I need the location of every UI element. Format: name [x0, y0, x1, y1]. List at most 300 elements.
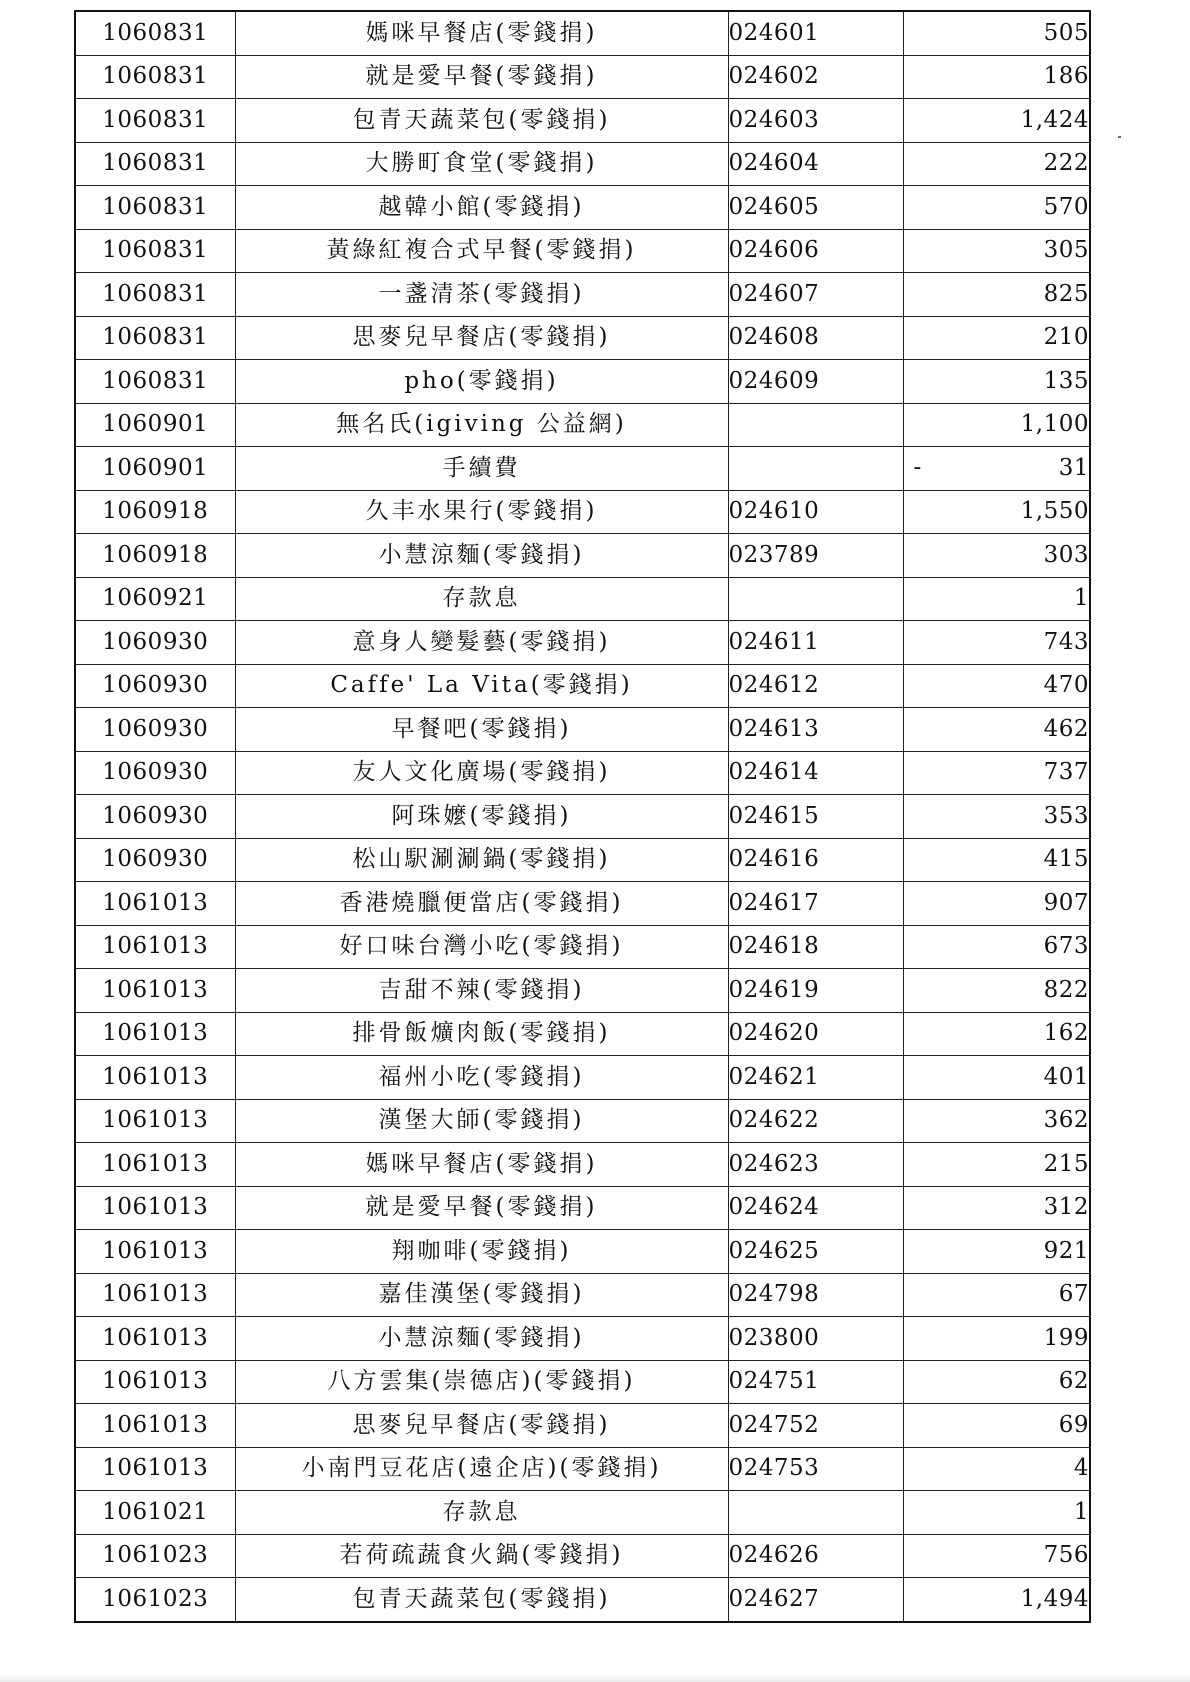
receipt-number-cell — [728, 1186, 903, 1230]
date-cell — [75, 1404, 235, 1448]
amount-cell — [903, 1012, 1090, 1056]
receipt-number-cell-text: 024798 — [728, 1281, 820, 1308]
description-cell-text: 嘉佳漢堡(零錢捐) — [378, 1281, 585, 1308]
receipt-number-cell — [728, 577, 903, 621]
receipt-number-cell-text: 023800 — [728, 1324, 820, 1351]
description-cell-text: 大勝町食堂(零錢捐) — [365, 150, 598, 177]
date-cell — [75, 795, 235, 839]
receipt-number-cell-text: 024751 — [728, 1368, 820, 1395]
receipt-number-cell — [728, 795, 903, 839]
table-row — [75, 360, 1090, 404]
date-cell-text: 1061013 — [102, 1020, 209, 1047]
date-cell-text: 1060831 — [102, 19, 209, 46]
date-cell — [75, 1447, 235, 1491]
table-row — [75, 795, 1090, 839]
table-row — [75, 838, 1090, 882]
date-cell — [75, 1186, 235, 1230]
receipt-number-cell-text: 024626 — [728, 1542, 820, 1569]
receipt-number-cell — [728, 403, 903, 447]
table-row — [75, 664, 1090, 708]
date-cell — [75, 1012, 235, 1056]
receipt-number-cell-text: 024621 — [728, 1063, 820, 1090]
amount-cell — [903, 1404, 1090, 1448]
amount-cell-text: 1 — [1073, 1498, 1089, 1525]
receipt-number-cell — [728, 490, 903, 534]
description-cell — [235, 1186, 728, 1230]
amount-cell-text: 1,550 — [1020, 498, 1089, 525]
receipt-number-cell — [728, 447, 903, 491]
description-cell — [235, 1099, 728, 1143]
date-cell-text: 1060901 — [102, 411, 209, 438]
date-cell — [75, 1360, 235, 1404]
description-cell — [235, 447, 728, 491]
description-cell-text: 黃綠紅複合式早餐(零錢捐) — [326, 237, 637, 264]
table-row — [75, 273, 1090, 317]
table-row — [75, 1099, 1090, 1143]
date-cell — [75, 882, 235, 926]
description-cell — [235, 99, 728, 143]
receipt-number-cell-text: 024627 — [728, 1585, 820, 1612]
receipt-number-cell — [728, 1404, 903, 1448]
description-cell — [235, 1012, 728, 1056]
amount-cell-text: 199 — [1043, 1324, 1089, 1351]
amount-cell — [903, 1360, 1090, 1404]
date-cell — [75, 534, 235, 578]
date-cell — [75, 1099, 235, 1143]
receipt-number-cell — [728, 229, 903, 273]
amount-cell — [903, 621, 1090, 665]
date-cell — [75, 1273, 235, 1317]
description-cell-text: 意身人變髮藝(零錢捐) — [352, 628, 611, 655]
description-cell — [235, 360, 728, 404]
receipt-number-cell-text: 024619 — [728, 976, 820, 1003]
amount-cell — [903, 838, 1090, 882]
receipt-number-cell-text: 024623 — [728, 1150, 820, 1177]
amount-cell — [903, 1056, 1090, 1100]
receipt-number-cell — [728, 664, 903, 708]
date-cell — [75, 1143, 235, 1187]
date-cell-text: 1061013 — [102, 1237, 209, 1264]
table-row — [75, 1534, 1090, 1578]
date-cell — [75, 447, 235, 491]
table-row — [75, 708, 1090, 752]
donation-ledger-table — [74, 10, 1091, 1623]
date-cell — [75, 360, 235, 404]
table-row — [75, 577, 1090, 621]
receipt-number-cell — [728, 55, 903, 99]
description-cell — [235, 925, 728, 969]
receipt-number-cell — [728, 1491, 903, 1535]
receipt-number-cell-text: 024617 — [728, 889, 820, 916]
receipt-number-cell — [728, 708, 903, 752]
date-cell — [75, 1534, 235, 1578]
description-cell — [235, 882, 728, 926]
date-cell-text: 1061013 — [102, 1281, 209, 1308]
description-cell-text: 手續費 — [442, 454, 521, 481]
description-cell — [235, 186, 728, 230]
description-cell — [235, 751, 728, 795]
description-cell — [235, 1578, 728, 1622]
receipt-number-cell — [728, 1273, 903, 1317]
receipt-number-cell-text: 024603 — [728, 106, 820, 133]
description-cell-text: 翔咖啡(零錢捐) — [391, 1237, 572, 1264]
amount-cell-text: 737 — [1043, 759, 1089, 786]
amount-cell-text: 1,100 — [1020, 411, 1089, 438]
date-cell-text: 1061013 — [102, 1368, 209, 1395]
amount-cell — [903, 1186, 1090, 1230]
description-cell — [235, 229, 728, 273]
amount-cell-text: 210 — [1043, 324, 1089, 351]
description-cell-text: 包青天蔬菜包(零錢捐) — [352, 1585, 611, 1612]
date-cell — [75, 273, 235, 317]
amount-cell — [903, 403, 1090, 447]
amount-cell — [903, 490, 1090, 534]
amount-cell — [903, 882, 1090, 926]
date-cell-text: 1060930 — [102, 628, 209, 655]
description-cell — [235, 1230, 728, 1274]
date-cell — [75, 969, 235, 1013]
description-cell-text: 早餐吧(零錢捐) — [391, 715, 572, 742]
description-cell-text: 小慧涼麵(零錢捐) — [378, 541, 585, 568]
description-cell-text: 小南門豆花店(遠企店)(零錢捐) — [301, 1455, 662, 1482]
table-row — [75, 1056, 1090, 1100]
receipt-number-cell — [728, 1056, 903, 1100]
table-row — [75, 229, 1090, 273]
description-cell-text: pho(零錢捐) — [404, 367, 559, 394]
description-cell — [235, 621, 728, 665]
date-cell — [75, 11, 235, 55]
amount-cell — [903, 1143, 1090, 1187]
receipt-number-cell — [728, 1578, 903, 1622]
date-cell-text: 1061023 — [102, 1542, 209, 1569]
amount-cell-text: 921 — [1043, 1237, 1089, 1264]
receipt-number-cell — [728, 882, 903, 926]
description-cell — [235, 1273, 728, 1317]
amount-cell-text: 305 — [1043, 237, 1089, 264]
date-cell-text: 1060831 — [102, 367, 209, 394]
amount-cell — [903, 1099, 1090, 1143]
date-cell-text: 1060930 — [102, 846, 209, 873]
date-cell-text: 1061023 — [102, 1585, 209, 1612]
description-cell-text: 松山駅涮涮鍋(零錢捐) — [352, 846, 611, 873]
description-cell — [235, 1491, 728, 1535]
date-cell-text: 1060921 — [102, 585, 209, 612]
amount-cell-text: 570 — [1043, 193, 1089, 220]
description-cell — [235, 55, 728, 99]
date-cell-text: 1061013 — [102, 976, 209, 1003]
description-cell-text: Caffe' La Vita(零錢捐) — [330, 672, 633, 699]
amount-cell — [903, 229, 1090, 273]
date-cell-text: 1060901 — [102, 454, 209, 481]
scan-bottom-edge — [0, 1674, 1190, 1682]
date-cell-text: 1060918 — [102, 498, 209, 525]
description-cell-text: 福州小吃(零錢捐) — [378, 1063, 585, 1090]
amount-cell-text: 401 — [1043, 1063, 1089, 1090]
amount-cell — [903, 925, 1090, 969]
description-cell-text: 媽咪早餐店(零錢捐) — [365, 19, 598, 46]
amount-cell-text: 162 — [1043, 1020, 1089, 1047]
amount-cell — [903, 186, 1090, 230]
date-cell-text: 1060918 — [102, 541, 209, 568]
description-cell-text: 思麥兒早餐店(零錢捐) — [352, 324, 611, 351]
date-cell-text: 1060831 — [102, 193, 209, 220]
date-cell-text: 1060930 — [102, 759, 209, 786]
amount-cell-text: 4 — [1073, 1455, 1089, 1482]
date-cell — [75, 1317, 235, 1361]
description-cell — [235, 664, 728, 708]
table-row — [75, 882, 1090, 926]
receipt-number-cell-text: 024604 — [728, 150, 820, 177]
amount-cell — [903, 360, 1090, 404]
amount-cell-text: 1,424 — [1020, 106, 1089, 133]
amount-cell-text: 135 — [1043, 367, 1089, 394]
date-cell-text: 1061013 — [102, 1455, 209, 1482]
description-cell-text: 無名氏(igiving 公益網) — [336, 411, 627, 438]
description-cell-text: 越韓小館(零錢捐) — [378, 193, 585, 220]
receipt-number-cell — [728, 838, 903, 882]
amount-cell — [903, 142, 1090, 186]
receipt-number-cell-text: 024620 — [728, 1020, 820, 1047]
description-cell-text: 就是愛早餐(零錢捐) — [365, 1194, 598, 1221]
date-cell-text: 1061013 — [102, 1324, 209, 1351]
receipt-number-cell — [728, 534, 903, 578]
amount-cell — [903, 795, 1090, 839]
table-row — [75, 621, 1090, 665]
description-cell-text: 香港燒臘便當店(零錢捐) — [339, 889, 624, 916]
amount-cell-text: 303 — [1043, 541, 1089, 568]
description-cell-text: 思麥兒早餐店(零錢捐) — [352, 1411, 611, 1438]
receipt-number-cell-text: 024615 — [728, 802, 820, 829]
receipt-number-cell — [728, 621, 903, 665]
description-cell-text: 八方雲集(崇德店)(零錢捐) — [327, 1368, 636, 1395]
amount-cell — [903, 664, 1090, 708]
description-cell-text: 就是愛早餐(零錢捐) — [365, 63, 598, 90]
description-cell-text: 包青天蔬菜包(零錢捐) — [352, 106, 611, 133]
table-row — [75, 490, 1090, 534]
date-cell-text: 1060831 — [102, 324, 209, 351]
amount-cell — [903, 577, 1090, 621]
date-cell-text: 1060831 — [102, 237, 209, 264]
amount-cell-text: 69 — [1058, 1411, 1089, 1438]
description-cell — [235, 1360, 728, 1404]
receipt-number-cell — [728, 1143, 903, 1187]
amount-cell — [903, 99, 1090, 143]
amount-cell — [903, 751, 1090, 795]
receipt-number-cell — [728, 1360, 903, 1404]
amount-cell — [903, 1317, 1090, 1361]
date-cell-text: 1060831 — [102, 280, 209, 307]
amount-cell-text: 462 — [1043, 715, 1089, 742]
receipt-number-cell — [728, 1534, 903, 1578]
amount-cell-text: 470 — [1043, 672, 1089, 699]
date-cell-text: 1060930 — [102, 802, 209, 829]
ledger-body — [75, 11, 1090, 1622]
table-row — [75, 99, 1090, 143]
amount-cell-text: 907 — [1043, 889, 1089, 916]
table-row — [75, 403, 1090, 447]
date-cell — [75, 55, 235, 99]
table-row — [75, 1578, 1090, 1622]
date-cell — [75, 621, 235, 665]
description-cell — [235, 1534, 728, 1578]
description-cell-text: 漢堡大師(零錢捐) — [378, 1107, 585, 1134]
description-cell — [235, 577, 728, 621]
amount-cell-text: 743 — [1043, 628, 1089, 655]
date-cell-text: 1060930 — [102, 672, 209, 699]
date-cell — [75, 838, 235, 882]
description-cell-text: 久丰水果行(零錢捐) — [365, 498, 598, 525]
receipt-number-cell-text: 024618 — [728, 933, 820, 960]
description-cell — [235, 1404, 728, 1448]
amount-cell-text: 215 — [1043, 1150, 1089, 1177]
date-cell-text: 1060831 — [102, 63, 209, 90]
table-row — [75, 1186, 1090, 1230]
receipt-number-cell — [728, 99, 903, 143]
description-cell-text: 小慧涼麵(零錢捐) — [378, 1324, 585, 1351]
amount-cell-text: 312 — [1043, 1194, 1089, 1221]
amount-cell — [903, 969, 1090, 1013]
table-row — [75, 1447, 1090, 1491]
table-row — [75, 1273, 1090, 1317]
date-cell-text: 1061013 — [102, 889, 209, 916]
amount-cell-text: 362 — [1043, 1107, 1089, 1134]
date-cell — [75, 1578, 235, 1622]
table-row — [75, 1491, 1090, 1535]
amount-cell — [903, 1534, 1090, 1578]
table-row — [75, 925, 1090, 969]
description-cell — [235, 273, 728, 317]
date-cell-text: 1060831 — [102, 150, 209, 177]
amount-cell — [903, 708, 1090, 752]
receipt-number-cell — [728, 969, 903, 1013]
amount-cell — [903, 273, 1090, 317]
table-row — [75, 142, 1090, 186]
amount-cell — [903, 55, 1090, 99]
date-cell-text: 1061013 — [102, 1063, 209, 1090]
amount-cell — [903, 316, 1090, 360]
table-row — [75, 186, 1090, 230]
date-cell-text: 1061013 — [102, 933, 209, 960]
date-cell — [75, 142, 235, 186]
receipt-number-cell-text: 024624 — [728, 1194, 820, 1221]
description-cell-text: 一盞清茶(零錢捐) — [378, 280, 585, 307]
date-cell — [75, 1230, 235, 1274]
receipt-number-cell-text: 024625 — [728, 1237, 820, 1264]
amount-cell-text: 186 — [1043, 63, 1089, 90]
table-row — [75, 1230, 1090, 1274]
receipt-number-cell-text: 024607 — [728, 280, 820, 307]
date-cell — [75, 577, 235, 621]
receipt-number-cell-text: 024622 — [728, 1107, 820, 1134]
date-cell — [75, 1056, 235, 1100]
description-cell — [235, 708, 728, 752]
receipt-number-cell-text: 024605 — [728, 193, 820, 220]
date-cell-text: 1061013 — [102, 1107, 209, 1134]
table-row — [75, 316, 1090, 360]
date-cell — [75, 1491, 235, 1535]
table-row — [75, 1143, 1090, 1187]
receipt-number-cell — [728, 751, 903, 795]
amount-cell-text: 756 — [1043, 1542, 1089, 1569]
description-cell — [235, 490, 728, 534]
receipt-number-cell — [728, 1230, 903, 1274]
date-cell — [75, 229, 235, 273]
receipt-number-cell-text: 024612 — [728, 672, 820, 699]
date-cell-text: 1061013 — [102, 1150, 209, 1177]
amount-cell-text: 415 — [1043, 846, 1089, 873]
amount-cell-text: 31 — [1058, 454, 1089, 481]
description-cell — [235, 403, 728, 447]
receipt-number-cell-text: 024609 — [728, 367, 820, 394]
amount-cell — [903, 447, 1090, 491]
table-row — [75, 447, 1090, 491]
description-cell-text: 媽咪早餐店(零錢捐) — [365, 1150, 598, 1177]
description-cell-text: 友人文化廣場(零錢捐) — [352, 759, 611, 786]
amount-cell — [903, 534, 1090, 578]
description-cell-text: 若荷疏蔬食火鍋(零錢捐) — [339, 1542, 624, 1569]
date-cell — [75, 316, 235, 360]
table-row — [75, 55, 1090, 99]
receipt-number-cell — [728, 11, 903, 55]
amount-cell — [903, 1447, 1090, 1491]
receipt-number-cell-text: 024613 — [728, 715, 820, 742]
description-cell — [235, 534, 728, 578]
description-cell — [235, 316, 728, 360]
scan-speck — [1118, 136, 1121, 138]
date-cell-text: 1061013 — [102, 1194, 209, 1221]
description-cell — [235, 1056, 728, 1100]
amount-cell-text: 1,494 — [1020, 1585, 1089, 1612]
description-cell — [235, 795, 728, 839]
description-cell-text: 存款息 — [442, 585, 521, 612]
date-cell — [75, 925, 235, 969]
receipt-number-cell-text: 024616 — [728, 846, 820, 873]
date-cell — [75, 664, 235, 708]
date-cell — [75, 490, 235, 534]
date-cell-text: 1060831 — [102, 106, 209, 133]
date-cell-text: 1060930 — [102, 715, 209, 742]
description-cell — [235, 1317, 728, 1361]
amount-cell-text: 62 — [1058, 1368, 1089, 1395]
amount-cell-text: 1 — [1073, 585, 1089, 612]
description-cell-text: 存款息 — [442, 1498, 521, 1525]
amount-cell — [903, 1230, 1090, 1274]
description-cell — [235, 1447, 728, 1491]
amount-cell — [903, 1578, 1090, 1622]
receipt-number-cell-text: 024752 — [728, 1411, 820, 1438]
receipt-number-cell-text: 024610 — [728, 498, 820, 525]
description-cell — [235, 11, 728, 55]
description-cell-text: 排骨飯爌肉飯(零錢捐) — [352, 1020, 611, 1047]
description-cell-text: 吉甜不辣(零錢捐) — [378, 976, 585, 1003]
amount-cell-text: 222 — [1043, 150, 1089, 177]
receipt-number-cell — [728, 1012, 903, 1056]
amount-cell-text: 353 — [1043, 802, 1089, 829]
date-cell-text: 1061013 — [102, 1411, 209, 1438]
date-cell — [75, 403, 235, 447]
receipt-number-cell-text: 024601 — [728, 19, 820, 46]
description-cell-text: 阿珠嬤(零錢捐) — [391, 802, 572, 829]
receipt-number-cell-text: 024611 — [728, 628, 820, 655]
table-row — [75, 534, 1090, 578]
amount-cell — [903, 11, 1090, 55]
receipt-number-cell — [728, 1099, 903, 1143]
table-row — [75, 1317, 1090, 1361]
amount-cell — [903, 1273, 1090, 1317]
date-cell — [75, 99, 235, 143]
date-cell — [75, 186, 235, 230]
receipt-number-cell — [728, 273, 903, 317]
